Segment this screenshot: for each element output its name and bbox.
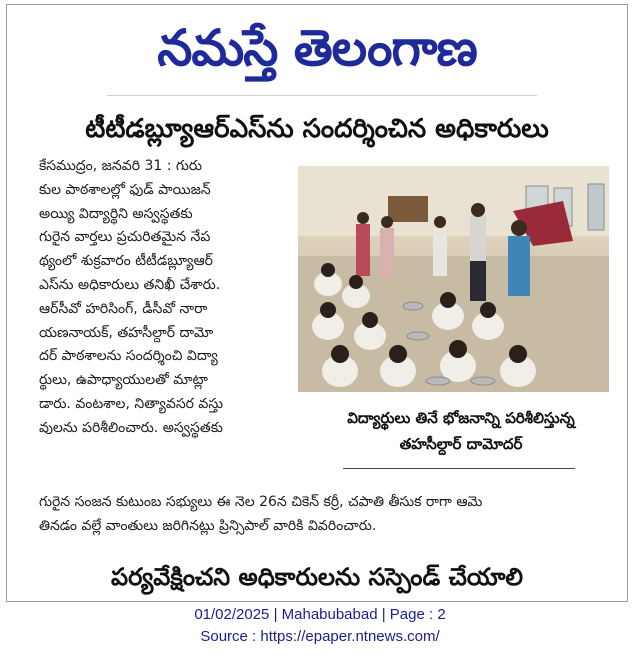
body-line: కుల పాఠశాలల్లో ఫుడ్ పాయిజన్ [39,181,211,198]
sub-headline: పర్యవేక్షించని అధికారులను సస్పెండ్ చేయాలి [111,563,523,591]
article-body-full-width [39,490,609,538]
article-headline: టీటీడబ్ల్యూఆర్ఎస్‌ను సందర్శించిన అధికారులు [85,114,549,144]
masthead-divider [107,95,537,96]
body-line: గురైన సంజన కుటుంబ సభ్యులు ఈ నెల 26న చికెన్ కర్రీ, చపాతి తీసుక రాగా ఆమె [39,494,483,510]
body-line: గురైన వార్తలు ప్రచురితమైన నేప [39,229,211,246]
body-line: అయ్యి విద్యార్థిని అస్వస్థతకు [39,205,193,222]
body-line: వులను పరిశీలించారు. అస్వస్థతకు [39,419,223,436]
photo-illustration [298,166,609,392]
newspaper-masthead: నమస్తే తెలంగాణ [157,19,477,77]
body-line: కేసముద్రం, జనవరి 31 : గురు [39,158,203,174]
caption-divider [343,468,575,469]
newspaper-clipping [6,4,628,602]
body-line: తినడం వల్లే వాంతులు జరిగినట్లు ప్రిన్సిపాల్ వారికి వివరించారు. [39,518,377,534]
photo-caption-line: తహసీల్దార్ దామోదర్ [399,435,523,453]
body-line: యణనాయక్, తహసీల్దార్ దామో [39,324,214,341]
body-line: ఎస్‌ను అధికారులు తనిఖీ చేశారు. [39,276,221,293]
body-line: ఆర్‌సీవో హరిసింగ్, డీసీవో నారా [39,300,208,317]
body-line: థ్యంలో శుక్రవారం టీటీడబ్ల్యూఆర్ [39,253,213,270]
body-line: డారు. వంటశాల, నిత్యావసర వస్తు [39,395,224,412]
article-body-column [39,155,289,441]
footer-source: Source : https://epaper.ntnews.com/ [200,628,440,645]
photo-caption-line: విద్యార్థులు తినే భోజనాన్ని పరిశీలిస్తున్న [347,409,575,427]
footer-date-edition: 01/02/2025 | Mahabubabad | Page : 2 [194,606,446,623]
photo-caption [303,405,619,457]
body-line: దర్ పాఠశాలను సందర్శించి విద్యా [39,348,218,365]
article-photo [298,166,609,392]
body-line: ర్థులు, ఉపాధ్యాయులతో మాట్లా [39,372,208,389]
